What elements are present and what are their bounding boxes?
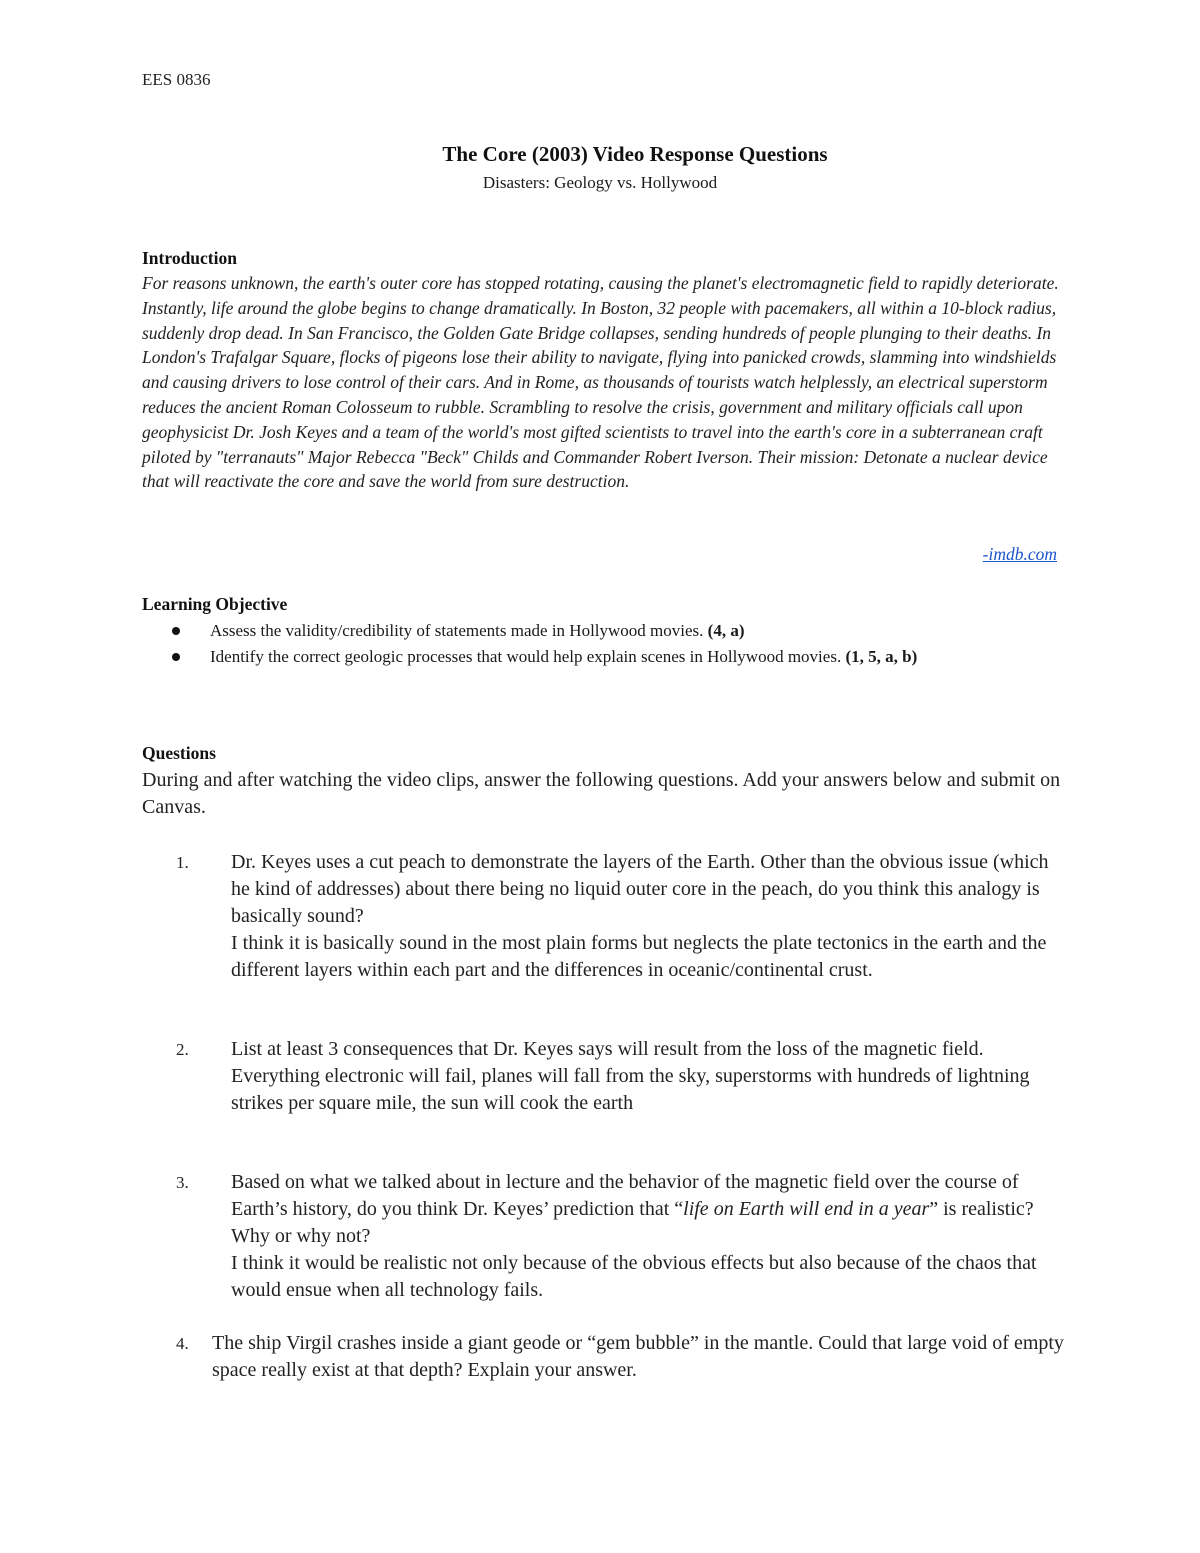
- subtitle-text: Disasters: Geology vs. Hollywood: [482, 173, 718, 192]
- question-item-3: [176, 1169, 1066, 1304]
- question-body: [231, 1036, 1066, 1117]
- question-text-end: ” is realistic? Why or why not?: [231, 1198, 1034, 1247]
- question-text-start: Based on what we talked about in lecture and the behavior of the magnetic field over the course of Earth’s history, do you think Dr. Keyes’ prediction that “: [231, 1171, 1019, 1220]
- questions-instructions: During and after watching the video clips, answer the following questions. Add your answers below and submit on Canvas.: [142, 769, 1061, 818]
- question-text: The ship Virgil crashes inside a giant geode or “gem bubble” in the mantle. Could that large void of empty space really exist at that depth? Explain your answer.: [212, 1332, 1064, 1381]
- imdb-source-link[interactable]: -imdb.com: [982, 544, 1057, 564]
- question-number: 1.: [176, 853, 189, 872]
- question-body: [231, 1169, 1066, 1304]
- objective-text: Assess the validity/credibility of statements made in Hollywood movies.: [210, 621, 708, 640]
- question-number: 3.: [176, 1173, 189, 1192]
- introduction-text: For reasons unknown, the earth's outer core has stopped rotating, causing the planet's electromagnetic field to rapidly deteriorate. Instantly, life around the globe begins to change dramatically. In Boston, 32 people with pacemakers, all within a 10-block radius, suddenly drop dead. In San Francisco, the Golden Gate Bridge collapses, sending hundreds of people plunging to their deaths. In London's Trafalgar Square, flocks of pigeons lose their ability to navigate, flying into panicked crowds, slamming into windshields and causing drivers to lose control of their cars. And in Rome, as thousands of tourists watch helplessly, an electrical superstorm reduces the ancient Roman Colosseum to rubble. Scrambling to resolve the crisis, government and military officials call upon geophysicist Dr. Josh Keyes and a team of the world's most gifted scientists to travel into the earth's core in a subterranean craft piloted by "terranauts" Major Rebecca "Beck" Childs and Commander Robert Iverson. Their mission: Detonate a nuclear device that will reactivate the core and save the world from sure destruction.: [142, 273, 1059, 492]
- question-text: Dr. Keyes uses a cut peach to demonstrate the layers of the Earth. Other than the obvious issue (which he kind of addresses) about there being no liquid outer core in the peach, do you think this analogy is basically sound?: [231, 851, 1049, 927]
- answer-text: I think it would be realistic not only because of the obvious effects but also because of the chaos that would ensue when all technology fails.: [231, 1252, 1037, 1301]
- objective-code: (4, a): [707, 621, 745, 640]
- questions-heading: Questions: [142, 743, 216, 763]
- bullet-icon: [172, 627, 180, 635]
- question-item-4: [176, 1330, 1066, 1384]
- question-quote: life on Earth will end in a year: [683, 1198, 930, 1220]
- question-item-2: [176, 1036, 1066, 1117]
- question-text: List at least 3 consequences that Dr. Keyes says will result from the loss of the magnetic field.: [231, 1038, 984, 1060]
- learning-objective-list: [170, 618, 1070, 670]
- answer-text: Everything electronic will fail, planes will fall from the sky, superstorms with hundreds of lightning strikes per square mile, the sun will cook the earth: [231, 1065, 1030, 1114]
- bullet-icon: [172, 653, 180, 661]
- list-item: [170, 644, 1070, 669]
- question-number: 4.: [176, 1334, 189, 1353]
- question-body: [212, 1330, 1066, 1384]
- objective-code: (1, 5, a, b): [845, 647, 918, 666]
- list-item: [170, 618, 1070, 643]
- objective-text: Identify the correct geologic processes that would help explain scenes in Hollywood movies.: [210, 647, 846, 666]
- course-code: EES 0836: [142, 70, 211, 89]
- question-number: 2.: [176, 1040, 189, 1059]
- introduction-heading: Introduction: [142, 248, 237, 268]
- document-title: The Core (2003) Video Response Questions: [442, 142, 828, 166]
- question-body: [231, 849, 1066, 984]
- question-item-1: [176, 849, 1066, 984]
- question-text: [231, 1169, 1066, 1250]
- answer-text: I think it is basically sound in the most plain forms but neglects the plate tectonics in the earth and the different layers within each part and the differences in oceanic/continental crust.: [231, 932, 1047, 981]
- learning-objective-heading: Learning Objective: [142, 594, 288, 614]
- document-subtitle: [0, 173, 1200, 193]
